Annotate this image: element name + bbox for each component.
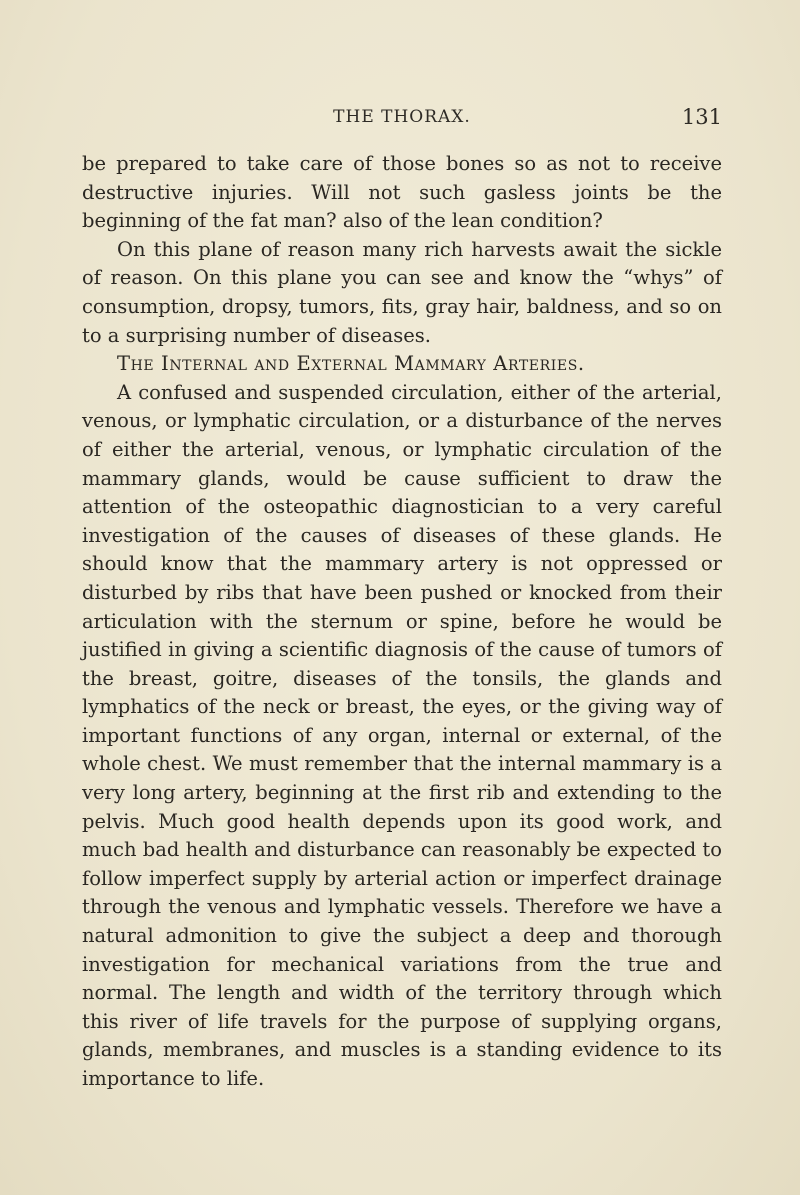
paragraph-reason: On this plane of reason many rich harvests await the sickle of reason. On this plane you can see and know the “whys” of consumption, dropsy, tumors, fits, gray hair, baldness, and so on to a surprising number of diseases. — [82, 237, 722, 347]
page-header — [82, 107, 722, 137]
running-head: THE THORAX. — [333, 107, 471, 127]
page-number: 131 — [681, 105, 722, 129]
paragraph-mammary: A confused and suspended circulation, either of the arterial, venous, or lymphatic circulation, or a disturbance of the nerves of either the arterial, venous, or lymphatic circulation of the mammary glands, would be cause sufficient to draw the attention of the osteopathic diagnostician to a very careful investigation of the causes of diseases of these glands. He should know that the mammary artery is not oppressed or disturbed by ribs that have been pushed or knocked from their articulation with the sternum or spine, before he would be justified in giving a scientific diagnosis of the cause of tumors of the breast, goitre, diseases of the tonsils, the glands and lymphatics of the neck or breast, the eyes, or the giving way of important functions of any organ, internal or external, of the whole chest. We must remember that the internal mammary is a very long artery, beginning at the first rib and extending to the pelvis. Much good health depends upon its good work, and much bad health and disturbance can reasonably be expected to follow imperfect supply by arterial action or imperfect drainage through the venous and lymphatic vessels. Therefore we have a natural admonition to give the subject a deep and thorough investigation for mechanical variations from the true and normal. The length and width of the territory through which this river of life travels for the purpose of supplying organs, glands, membranes, and muscles is a standing evidence to its importance to life. — [82, 380, 722, 1090]
section-heading: The Internal and External Mammary Arteries. — [117, 352, 585, 376]
paragraph-continuation: be prepared to take care of those bones so as not to receive destructive injuries. Will not such gasless joints be the beginning of the fat man? also of the lean condition? — [82, 152, 722, 233]
body-text — [82, 150, 722, 1094]
